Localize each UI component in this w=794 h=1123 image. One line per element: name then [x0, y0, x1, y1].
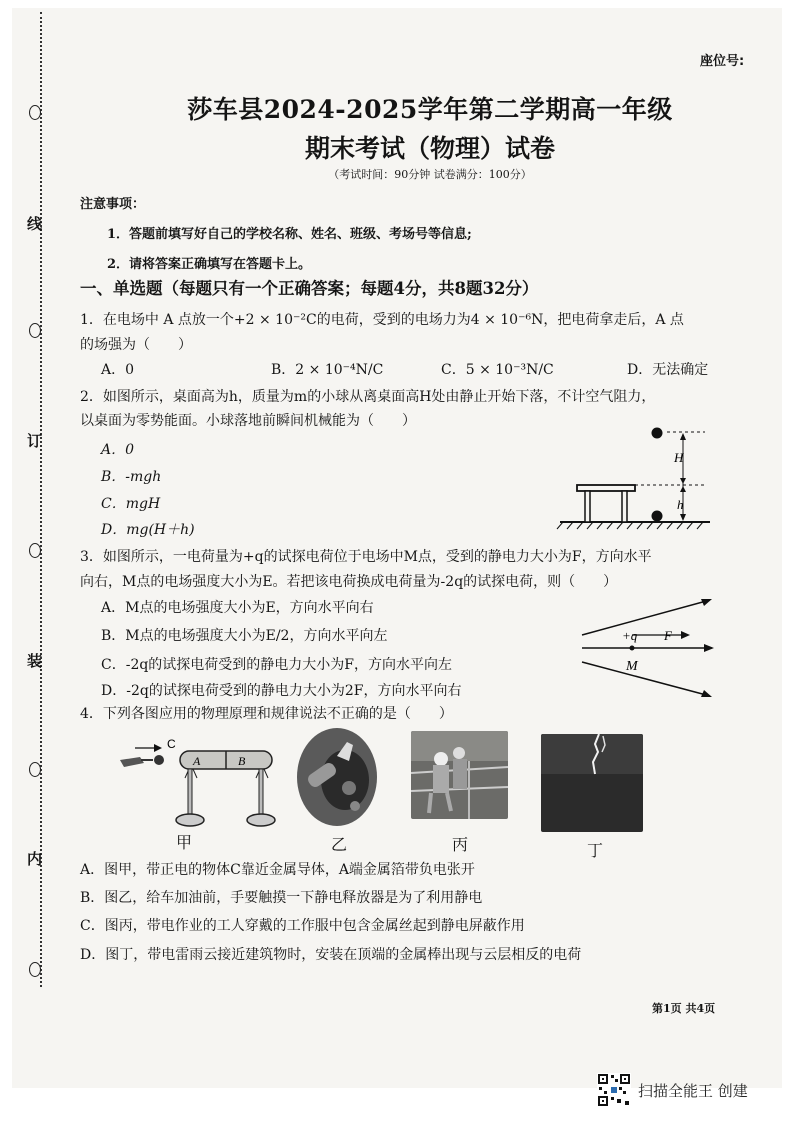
qr-code-icon — [597, 1073, 631, 1107]
question-3-stem-line1: 3．如图所示，一电荷量为+q的试探电荷位于电场中M点，受到的静电力大小为F，方向水平 — [80, 549, 652, 565]
question-3-option-c: C．-2q的试探电荷受到的静电力大小为F，方向水平向左 — [101, 657, 453, 673]
label-A: A — [193, 754, 201, 768]
binding-hole — [29, 323, 41, 338]
figure-bing-photo — [411, 731, 508, 819]
table — [577, 485, 635, 522]
exam-title-line1: 莎车县2024-2025学年第二学期高一年级 — [187, 95, 673, 124]
seat-number-label: 座位号: — [700, 54, 745, 69]
figure-label-bing: 丙 — [452, 835, 469, 854]
question-1-stem-line2: 的场强为（ ） — [80, 337, 192, 353]
question-2-option-d: D．mg(H＋h) — [101, 522, 195, 538]
binding-dotted-line — [40, 12, 42, 987]
question-4-option-c: C．图丙，带电作业的工人穿戴的工作服中包含金属丝起到静电屏蔽作用 — [80, 918, 525, 934]
page-number: 第1页 共4页 — [652, 1002, 716, 1015]
figure-label-yi: 乙 — [331, 835, 348, 854]
question-2-stem-line2: 以桌面为零势能面。小球落地前瞬间机械能为（ ） — [80, 413, 416, 429]
floor-line — [557, 522, 710, 529]
question-1-option-a: A．0 — [101, 362, 135, 378]
figure-jia-conductor — [115, 730, 285, 835]
question-1-stem-line1: 1．在电场中 A 点放一个+2 × 10⁻²C的电荷，受到的电场力为4 × 10⁻⁶N，把电荷拿走后，A 点 — [80, 312, 684, 328]
ball-landing — [652, 511, 663, 522]
question-1-option-d: D．无法确定 — [627, 362, 709, 378]
notice-item-2: 2．请将答案正确填写在答题卡上。 — [107, 257, 312, 272]
label-F: F — [664, 628, 672, 643]
question-2-option-b: B．-mgh — [101, 469, 162, 485]
figure-yi-photo — [297, 728, 377, 826]
binding-mark-zhuang: 装 — [27, 652, 43, 670]
binding-hole — [29, 543, 41, 558]
question-3-figure — [580, 590, 720, 705]
question-1-option-c: C．5 × 10⁻³N/C — [441, 362, 554, 378]
binding-mark-ding: 订 — [27, 432, 43, 450]
label-h: h — [677, 497, 684, 512]
question-4-option-a: A．图甲，带正电的物体C靠近金属导体，A端金属箔带负电张开 — [80, 862, 475, 878]
question-2-option-c: C．mgH — [101, 496, 161, 512]
exam-subtitle: （考试时间：90分钟 试卷满分：100分） — [328, 168, 532, 181]
notice-item-1: 1．答题前填写好自己的学校名称、姓名、班级、考场号等信息; — [107, 227, 472, 242]
binding-hole — [29, 762, 41, 777]
question-4-option-b: B．图乙，给车加油前，手要触摸一下静电释放器是为了利用静电 — [80, 890, 483, 906]
figure-ding-photo — [541, 734, 643, 832]
question-1-option-b: B．2 × 10⁻⁴N/C — [271, 362, 384, 378]
binding-mark-nei: 内 — [27, 850, 43, 868]
question-3-option-d: D．-2q的试探电荷受到的静电力大小为2F，方向水平向右 — [101, 683, 462, 699]
question-3-option-a: A．M点的电场强度大小为E，方向水平向右 — [101, 600, 374, 616]
question-3-stem-line2: 向右，M点的电场强度大小为E。若把该电荷换成电荷量为-2q的试探电荷，则（ ） — [80, 574, 618, 590]
binding-hole — [29, 105, 41, 120]
figure-label-jia: 甲 — [176, 833, 193, 852]
question-2-figure — [555, 422, 715, 537]
question-3-option-b: B．M点的电场强度大小为E/2，方向水平向左 — [101, 628, 388, 644]
question-2-stem-line1: 2．如图所示，桌面高为h，质量为m的小球从离桌面高H处由静止开始下落，不计空气阻力， — [80, 389, 656, 405]
notice-heading: 注意事项： — [80, 197, 146, 212]
label-B: B — [238, 754, 246, 768]
ball-start — [652, 428, 663, 439]
label-M: M — [626, 659, 638, 674]
field-line-bottom — [582, 662, 710, 696]
scanner-watermark: 扫描全能王 创建 — [638, 1082, 748, 1100]
section-heading: 一、单选题（每题只有一个正确答案；每题4分，共8题32分） — [80, 279, 539, 298]
label-C: C — [167, 737, 176, 751]
question-4-stem: 4．下列各图应用的物理原理和规律说法不正确的是（ ） — [80, 706, 453, 722]
exam-title-line2: 期末考试（物理）试卷 — [304, 134, 555, 163]
binding-mark-xian: 线 — [27, 215, 43, 233]
label-H: H — [674, 450, 684, 465]
binding-hole — [29, 962, 41, 977]
figure-label-ding: 丁 — [587, 841, 604, 860]
label-plus-q: +q — [622, 628, 638, 643]
field-line-top — [582, 600, 710, 635]
question-4-option-d: D．图丁，带电雷雨云接近建筑物时，安装在顶端的金属棒出现与云层相反的电荷 — [80, 947, 582, 963]
question-2-option-a: A．0 — [101, 442, 135, 458]
